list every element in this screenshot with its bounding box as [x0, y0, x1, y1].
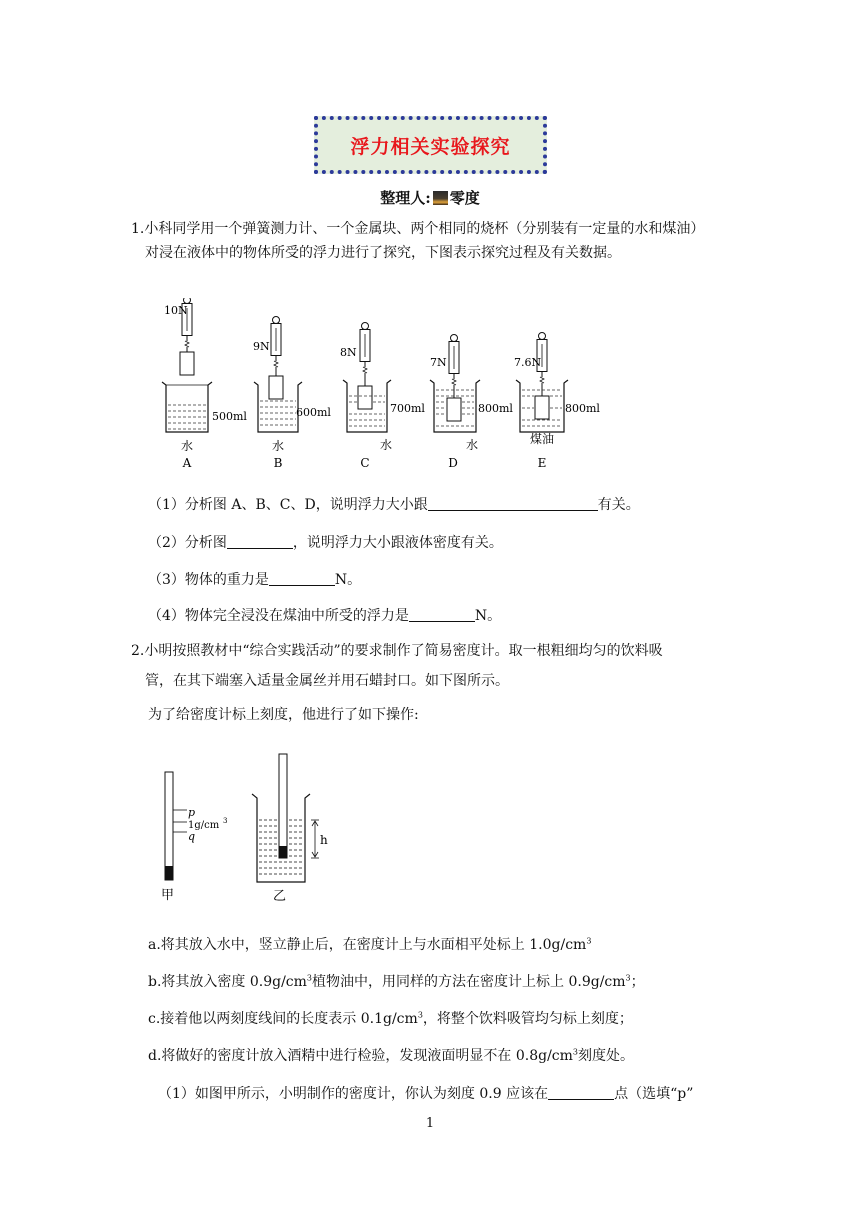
panel-c: [340, 323, 425, 471]
q2-sub-1-text: （1）如图甲所示，小明制作的密度计，你认为刻度 0.9 应该在: [158, 1086, 549, 1102]
panel-c-volume: 700ml: [390, 402, 425, 415]
question-2-line-1: 2.小明按照教材中“综合实践活动”的要求制作了简易密度计。取一根粗细均匀的饮料吸: [131, 643, 663, 659]
q1-sub-2-tail: ，说明浮力大小跟液体密度有关。: [292, 535, 503, 551]
step-a: [148, 934, 591, 954]
organizer-line: [0, 187, 860, 208]
panel-d-letter: D: [448, 456, 458, 470]
panel-b-volume: 600ml: [296, 406, 331, 419]
step-c-tail: ，将整个饮料吸管均匀标上刻度；: [422, 1011, 633, 1027]
label-p: p: [188, 806, 196, 819]
q1-sub-1-blank[interactable]: [428, 496, 598, 511]
q2-sub-1-blank[interactable]: [548, 1085, 614, 1100]
q2-sub-1: [158, 1083, 693, 1103]
question-2-line-2: 管，在其下端塞入适量金属丝并用石蜡封口。如下图所示。: [145, 673, 509, 689]
title-box: [314, 116, 547, 174]
q1-sub-1: [148, 494, 640, 514]
step-b-text-1: b.将其放入密度 0.9g/cm: [148, 974, 307, 990]
page-title: 浮力相关实验探究: [350, 135, 511, 158]
step-d-text: d.将做好的密度计放入酒精中进行检验，发现液面明显不在 0.8g/cm: [148, 1048, 573, 1064]
panel-c-force: 8N: [340, 346, 357, 359]
question-2-stem: [131, 639, 741, 693]
step-b: [148, 971, 645, 991]
q2-sub-1-tail: 点（选填“p”: [614, 1086, 694, 1102]
panel-e-volume: 800ml: [565, 402, 600, 415]
step-a-text: a.将其放入水中，竖立静止后，在密度计上与水面相平处标上 1.0g/cm: [148, 937, 587, 953]
q1-sub-2-blank[interactable]: [227, 534, 293, 549]
panel-a-liquid: 水: [180, 439, 194, 453]
panel-b: [253, 317, 331, 471]
step-a-exp: 3: [586, 936, 592, 946]
densimeter-figure: [155, 748, 355, 908]
label-jia: 甲: [161, 888, 175, 903]
q1-sub-3-blank[interactable]: [269, 571, 335, 586]
question-2-intro: 为了给密度计标上刻度，他进行了如下操作:: [148, 707, 419, 723]
step-c: [148, 1008, 633, 1028]
densimeter-jia: [161, 772, 227, 903]
avatar-icon: [433, 191, 448, 205]
step-d-tail: 刻度处。: [578, 1048, 635, 1064]
q1-sub-1-text: （1）分析图 A、B、C、D，说明浮力大小跟: [148, 497, 428, 513]
step-b-exp-1: 3: [306, 973, 313, 983]
q1-sub-3-tail: N。: [334, 572, 362, 588]
step-d: [148, 1045, 634, 1065]
panel-b-letter: B: [273, 456, 283, 470]
q1-sub-3: [148, 569, 361, 589]
panel-b-force: 9N: [253, 340, 270, 353]
panel-c-letter: C: [360, 456, 370, 470]
page-number: 1: [425, 1116, 435, 1131]
panel-d: [430, 335, 513, 471]
buoyancy-experiment-figure: [150, 298, 620, 476]
step-c-exp: 3: [417, 1010, 423, 1020]
panel-e-letter: E: [537, 456, 547, 470]
panel-d-liquid: 水: [465, 438, 479, 452]
densimeter-yi: [252, 754, 328, 904]
organizer-prefix: 整理人:: [380, 189, 431, 207]
q1-sub-1-tail: 有关。: [597, 497, 640, 513]
q1-sub-4-tail: N。: [474, 608, 502, 624]
panel-d-volume: 800ml: [478, 402, 513, 415]
question-1-line-1: 1.小科同学用一个弹簧测力计、一个金属块、两个相同的烧杯（分别装有一定量的水和煤油）: [131, 221, 705, 237]
panel-a-letter: A: [182, 456, 192, 470]
q1-sub-2-text: （2）分析图: [148, 535, 227, 551]
question-1-stem: [131, 217, 741, 265]
step-b-exp-2: 3: [625, 973, 631, 983]
panel-b-liquid: 水: [271, 439, 285, 453]
q1-sub-4-text: （4）物体完全浸没在煤油中所受的浮力是: [148, 608, 409, 624]
label-density-exp: 3: [223, 817, 228, 825]
panel-a: [162, 298, 247, 470]
label-yi: 乙: [273, 889, 287, 904]
q1-sub-3-text: （3）物体的重力是: [148, 572, 269, 588]
q1-sub-4-blank[interactable]: [409, 607, 475, 622]
label-q: q: [188, 830, 196, 843]
panel-a-force: 10N: [164, 304, 188, 317]
label-density: 1g/cm: [188, 820, 220, 831]
panel-c-liquid: 水: [379, 438, 393, 452]
step-d-exp: 3: [572, 1047, 579, 1057]
label-h: h: [320, 833, 328, 847]
q1-sub-2: [148, 532, 503, 552]
step-c-text: c.接着他以两刻度线间的长度表示 0.1g/cm: [148, 1011, 418, 1027]
step-b-text-2: 植物油中，用同样的方法在密度计上标上 0.9g/cm: [312, 974, 626, 990]
panel-e: [514, 333, 600, 471]
panel-a-volume: 500ml: [212, 410, 247, 423]
organizer-name: 零度: [449, 189, 480, 207]
step-b-tail: ；: [630, 974, 645, 990]
panel-e-liquid: 煤油: [529, 432, 555, 446]
q1-sub-4: [148, 605, 501, 625]
panel-e-force: 7.6N: [514, 356, 542, 369]
question-1-line-2: 对浸在液体中的物体所受的浮力进行了探究，下图表示探究过程及有关数据。: [145, 245, 621, 261]
panel-d-force: 7N: [430, 356, 447, 369]
